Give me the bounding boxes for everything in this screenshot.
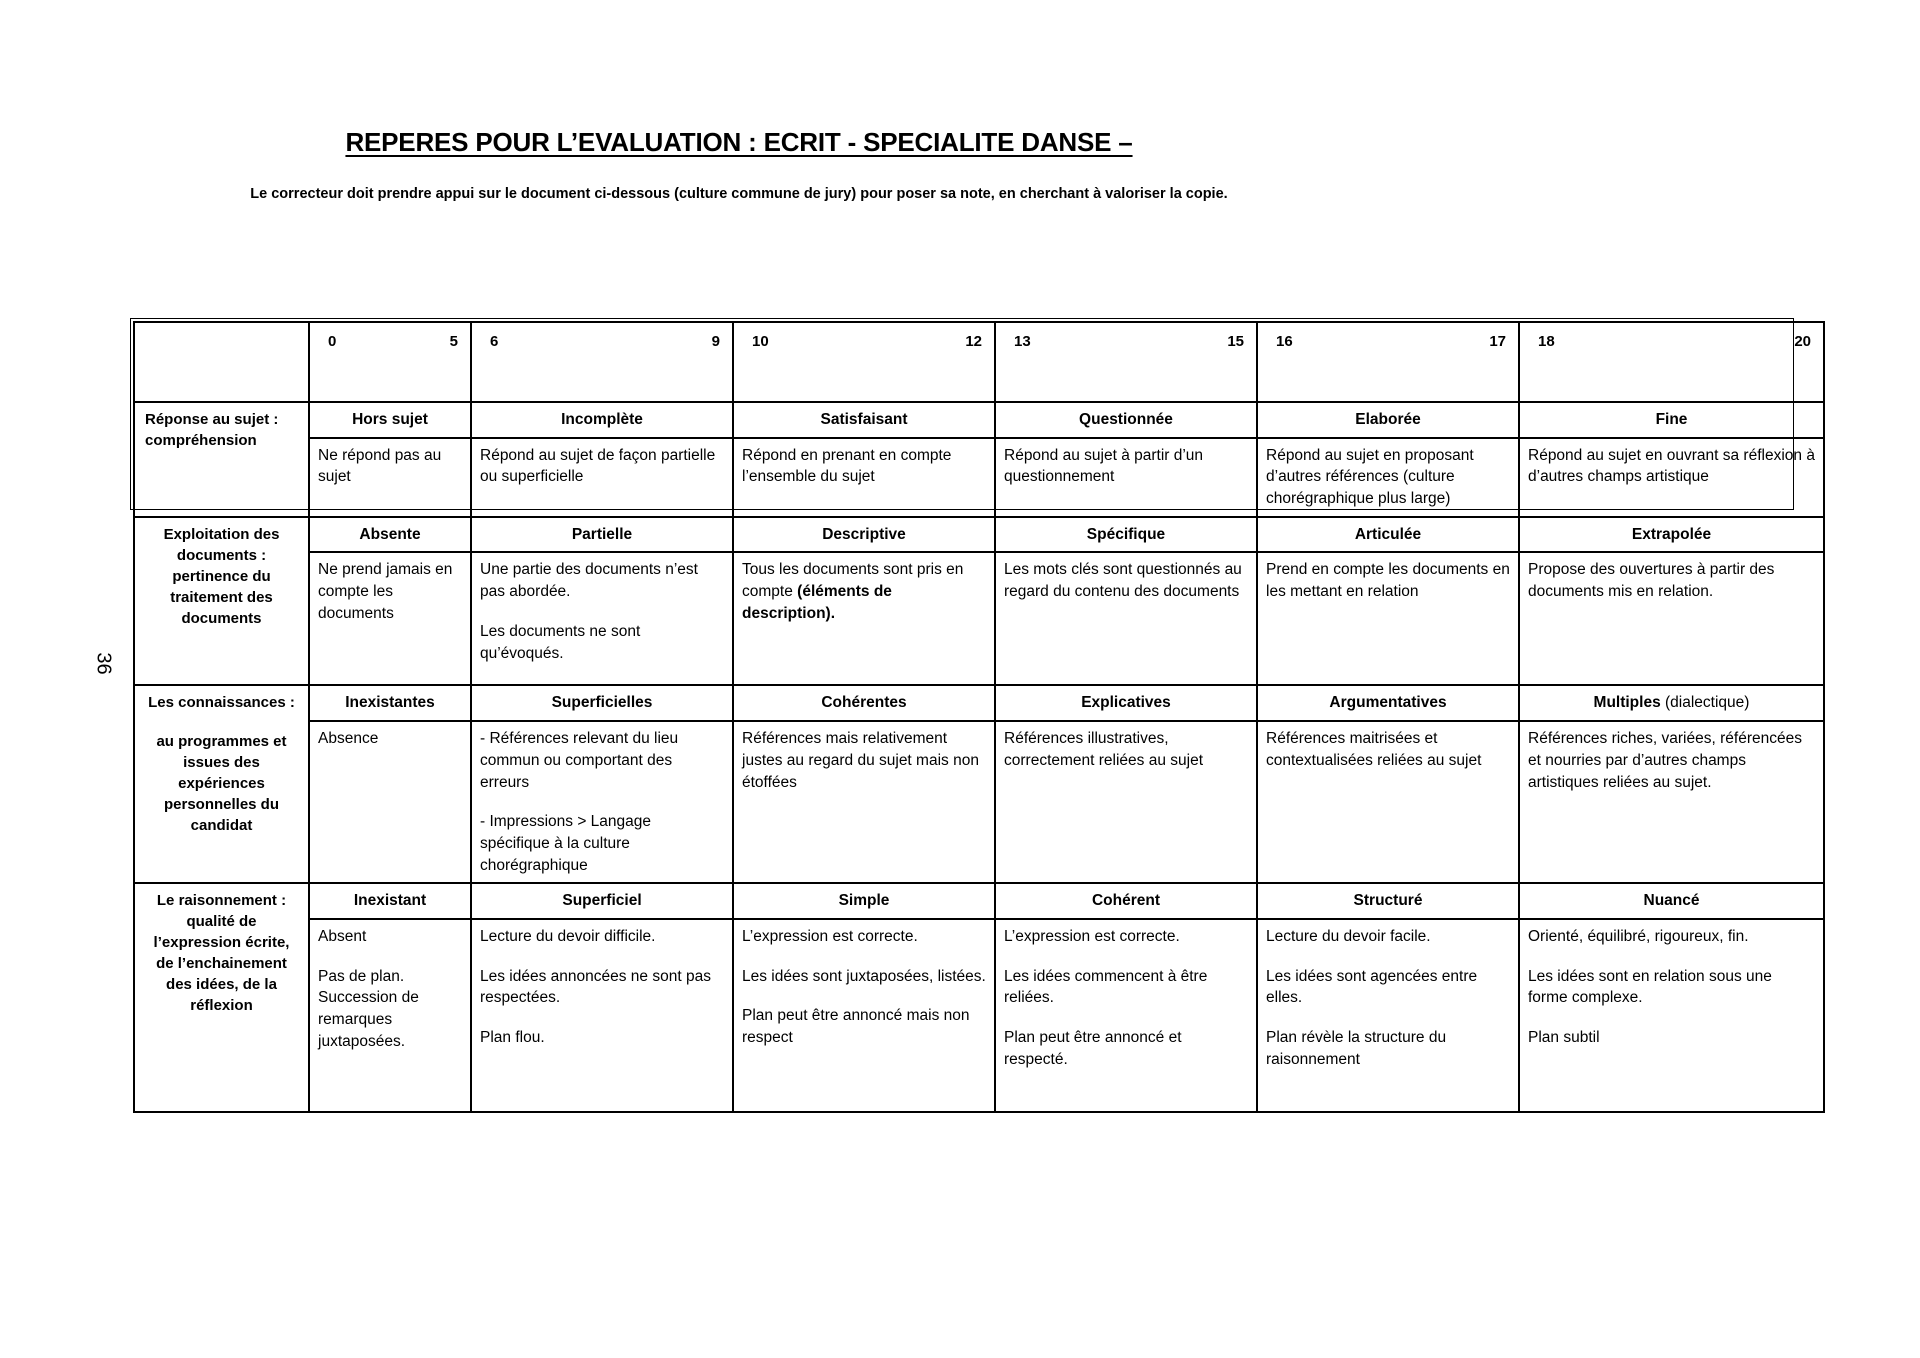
description-text: Ne prend jamais en compte les documents (318, 561, 453, 622)
page-title: REPERES POUR L’EVALUATION : ECRIT - SPECIALITE DANSE – (345, 127, 1133, 157)
description-emphasis: (éléments de description). (742, 583, 892, 622)
description-text: Les documents ne sont qu’évoqués. (480, 622, 641, 662)
description-text: Plan peut être annoncé mais non respect (742, 1007, 970, 1046)
level-label: Structuré (1257, 883, 1519, 919)
description-text: Références riches, variées, référencées et nourries par d’autres champs artistiques reliées au sujet. (1528, 730, 1802, 791)
description-text: Les mots clés sont questionnés au regard du contenu des documents (1004, 561, 1242, 601)
level-label: Satisfaisant (733, 402, 995, 438)
level-label: Cohérentes (733, 685, 995, 721)
description-text: L’expression est correcte. (742, 927, 918, 945)
score-high: 20 (1794, 333, 1811, 350)
description-text: Références illustratives, correctement reliées au sujet (1004, 730, 1204, 769)
level-description (1257, 919, 1519, 1112)
level-description (995, 552, 1257, 685)
level-description (1257, 721, 1519, 883)
level-description (995, 919, 1257, 1112)
score-low: 6 (490, 333, 499, 350)
level-description (471, 721, 733, 883)
level-label: Cohérent (995, 883, 1257, 919)
score-low: 10 (752, 333, 769, 350)
criterion-label-line: Réponse au sujet : (145, 411, 279, 428)
criterion-label-line: Le raisonnement : qualité de l’expression écrite, de l’enchainement des idées, de la réflexion (153, 892, 290, 1015)
score-low: 18 (1538, 333, 1555, 350)
level-label: Partielle (471, 517, 733, 553)
criterion-label-line: Exploitation des documents : pertinence du traitement des documents (163, 525, 280, 627)
level-description (471, 919, 733, 1112)
description-text: Une partie des documents n’est pas abordée. (480, 561, 698, 601)
criterion-row-documents-levels (134, 517, 1824, 553)
criterion-row-knowledge-descriptions (134, 721, 1824, 883)
level-label: Spécifique (995, 517, 1257, 553)
description-text: Prend en compte les documents en les mettant en relation (1266, 561, 1510, 601)
level-label: Articulée (1257, 517, 1519, 553)
description-text: Les idées sont juxtaposées, listées. (742, 967, 986, 985)
score-high: 9 (711, 333, 720, 350)
level-description (309, 552, 471, 685)
criterion-label-comprehension (134, 402, 309, 517)
description-text: Plan révèle la structure du raisonnement (1266, 1029, 1447, 1068)
level-description (471, 552, 733, 685)
criterion-label-line: au programmes et issues des expériences personnelles du candidat (156, 733, 287, 835)
description-text: Plan flou. (480, 1029, 545, 1046)
description-text: Les idées sont en relation sous une forme complexe. (1528, 967, 1772, 1007)
description-text: - Références relevant du lieu commun ou comportant des erreurs (480, 730, 679, 791)
level-description (733, 919, 995, 1112)
description-text: Orienté, équilibré, rigoureux, fin. (1528, 927, 1749, 945)
description-text: Absence (318, 730, 379, 748)
level-description (733, 438, 995, 517)
description-text: Tous les documents sont pris en compte (742, 561, 964, 601)
page-number: 36 (92, 652, 115, 675)
level-description (995, 721, 1257, 883)
description-text: - Impressions > Langage spécifique à la culture chorégraphique (480, 813, 652, 874)
score-high: 5 (449, 333, 458, 350)
level-description (309, 919, 471, 1112)
description-text: Références mais relativement justes au regard du sujet mais non étoffées (742, 730, 979, 791)
description-text: Ne répond pas au sujet (318, 446, 442, 486)
criterion-row-reasoning-levels (134, 883, 1824, 919)
description-text: Les idées commencent à être reliées. (1004, 967, 1208, 1007)
score-low: 0 (328, 333, 337, 350)
description-text: Plan subtil (1528, 1029, 1600, 1046)
level-label: Inexistantes (309, 685, 471, 721)
description-text: Pas de plan. Succession de remarques juxtaposées. (318, 967, 419, 1050)
level-description (1519, 552, 1824, 685)
description-text: Répond au sujet de façon partielle ou superficielle (480, 446, 716, 486)
level-label: Explicatives (995, 685, 1257, 721)
description-text: Références maitrisées et contextualisées reliées au sujet (1266, 730, 1482, 769)
level-description (995, 438, 1257, 517)
criterion-row-comprehension-levels (134, 402, 1824, 438)
level-description (1257, 438, 1519, 517)
page-subtitle: Le correcteur doit prendre appui sur le document ci-dessous (culture commune de jury) pour poser sa note, en cherchant à valoriser la copie. (250, 186, 1228, 202)
description-text: Répond au sujet en ouvrant sa réflexion à d’autres champs artistique (1528, 446, 1815, 486)
level-label-text: Multiples (1593, 694, 1661, 712)
score-low: 13 (1014, 333, 1031, 350)
level-label: Hors sujet (309, 402, 471, 438)
level-label: Absente (309, 517, 471, 553)
score-range-2 (471, 322, 733, 402)
criterion-label-documents (134, 517, 309, 686)
level-label: Argumentatives (1257, 685, 1519, 721)
description-text: Propose des ouvertures à partir des documents mis en relation. (1528, 561, 1775, 601)
criterion-row-documents-descriptions (134, 552, 1824, 685)
level-description (733, 552, 995, 685)
score-low: 16 (1276, 333, 1293, 350)
level-description (733, 721, 995, 883)
level-label (1519, 685, 1824, 721)
description-text: Les idées sont agencées entre elles. (1266, 967, 1478, 1007)
level-label: Elaborée (1257, 402, 1519, 438)
description-text: Lecture du devoir difficile. (480, 927, 656, 945)
score-high: 15 (1227, 333, 1244, 350)
criterion-label-knowledge (134, 685, 309, 883)
description-text: Les idées annoncées ne sont pas respectées. (480, 967, 711, 1007)
level-label: Questionnée (995, 402, 1257, 438)
level-description (309, 721, 471, 883)
score-high: 17 (1489, 333, 1506, 350)
level-description (1519, 721, 1824, 883)
criterion-label-reasoning (134, 883, 309, 1112)
description-text: L’expression est correcte. (1004, 927, 1180, 945)
score-range-3 (733, 322, 995, 402)
criterion-label-line: compréhension (145, 432, 257, 449)
criterion-row-comprehension-descriptions (134, 438, 1824, 517)
description-text: Répond en prenant en compte l’ensemble du sujet (742, 446, 952, 486)
level-label: Simple (733, 883, 995, 919)
score-header-row (134, 322, 1824, 402)
criterion-row-reasoning-descriptions (134, 919, 1824, 1112)
description-text: Absent (318, 927, 367, 945)
score-range-5 (1257, 322, 1519, 402)
level-description (1519, 919, 1824, 1112)
criterion-row-knowledge-levels (134, 685, 1824, 721)
score-range-4 (995, 322, 1257, 402)
level-label: Superficiel (471, 883, 733, 919)
description-text: Répond au sujet en proposant d’autres références (culture chorégraphique plus large) (1266, 446, 1474, 508)
description-text: Lecture du devoir facile. (1266, 927, 1431, 945)
level-description (309, 438, 471, 517)
level-description (1257, 552, 1519, 685)
score-range-6 (1519, 322, 1824, 402)
level-description (1519, 438, 1824, 517)
description-text: Répond au sujet à partir d’un questionnement (1004, 446, 1204, 486)
level-description (471, 438, 733, 517)
score-high: 12 (965, 333, 982, 350)
level-label-suffix: (dialectique) (1665, 694, 1750, 712)
level-label: Fine (1519, 402, 1824, 438)
score-range-1 (309, 322, 471, 402)
level-label: Nuancé (1519, 883, 1824, 919)
criterion-label-line: Les connaissances : (148, 694, 295, 712)
description-text: Plan peut être annoncé et respecté. (1004, 1029, 1182, 1068)
evaluation-rubric-table (133, 321, 1825, 1113)
level-label: Incomplète (471, 402, 733, 438)
level-label: Superficielles (471, 685, 733, 721)
header-empty-cell (134, 322, 309, 402)
level-label: Descriptive (733, 517, 995, 553)
level-label: Extrapolée (1519, 517, 1824, 553)
level-label: Inexistant (309, 883, 471, 919)
